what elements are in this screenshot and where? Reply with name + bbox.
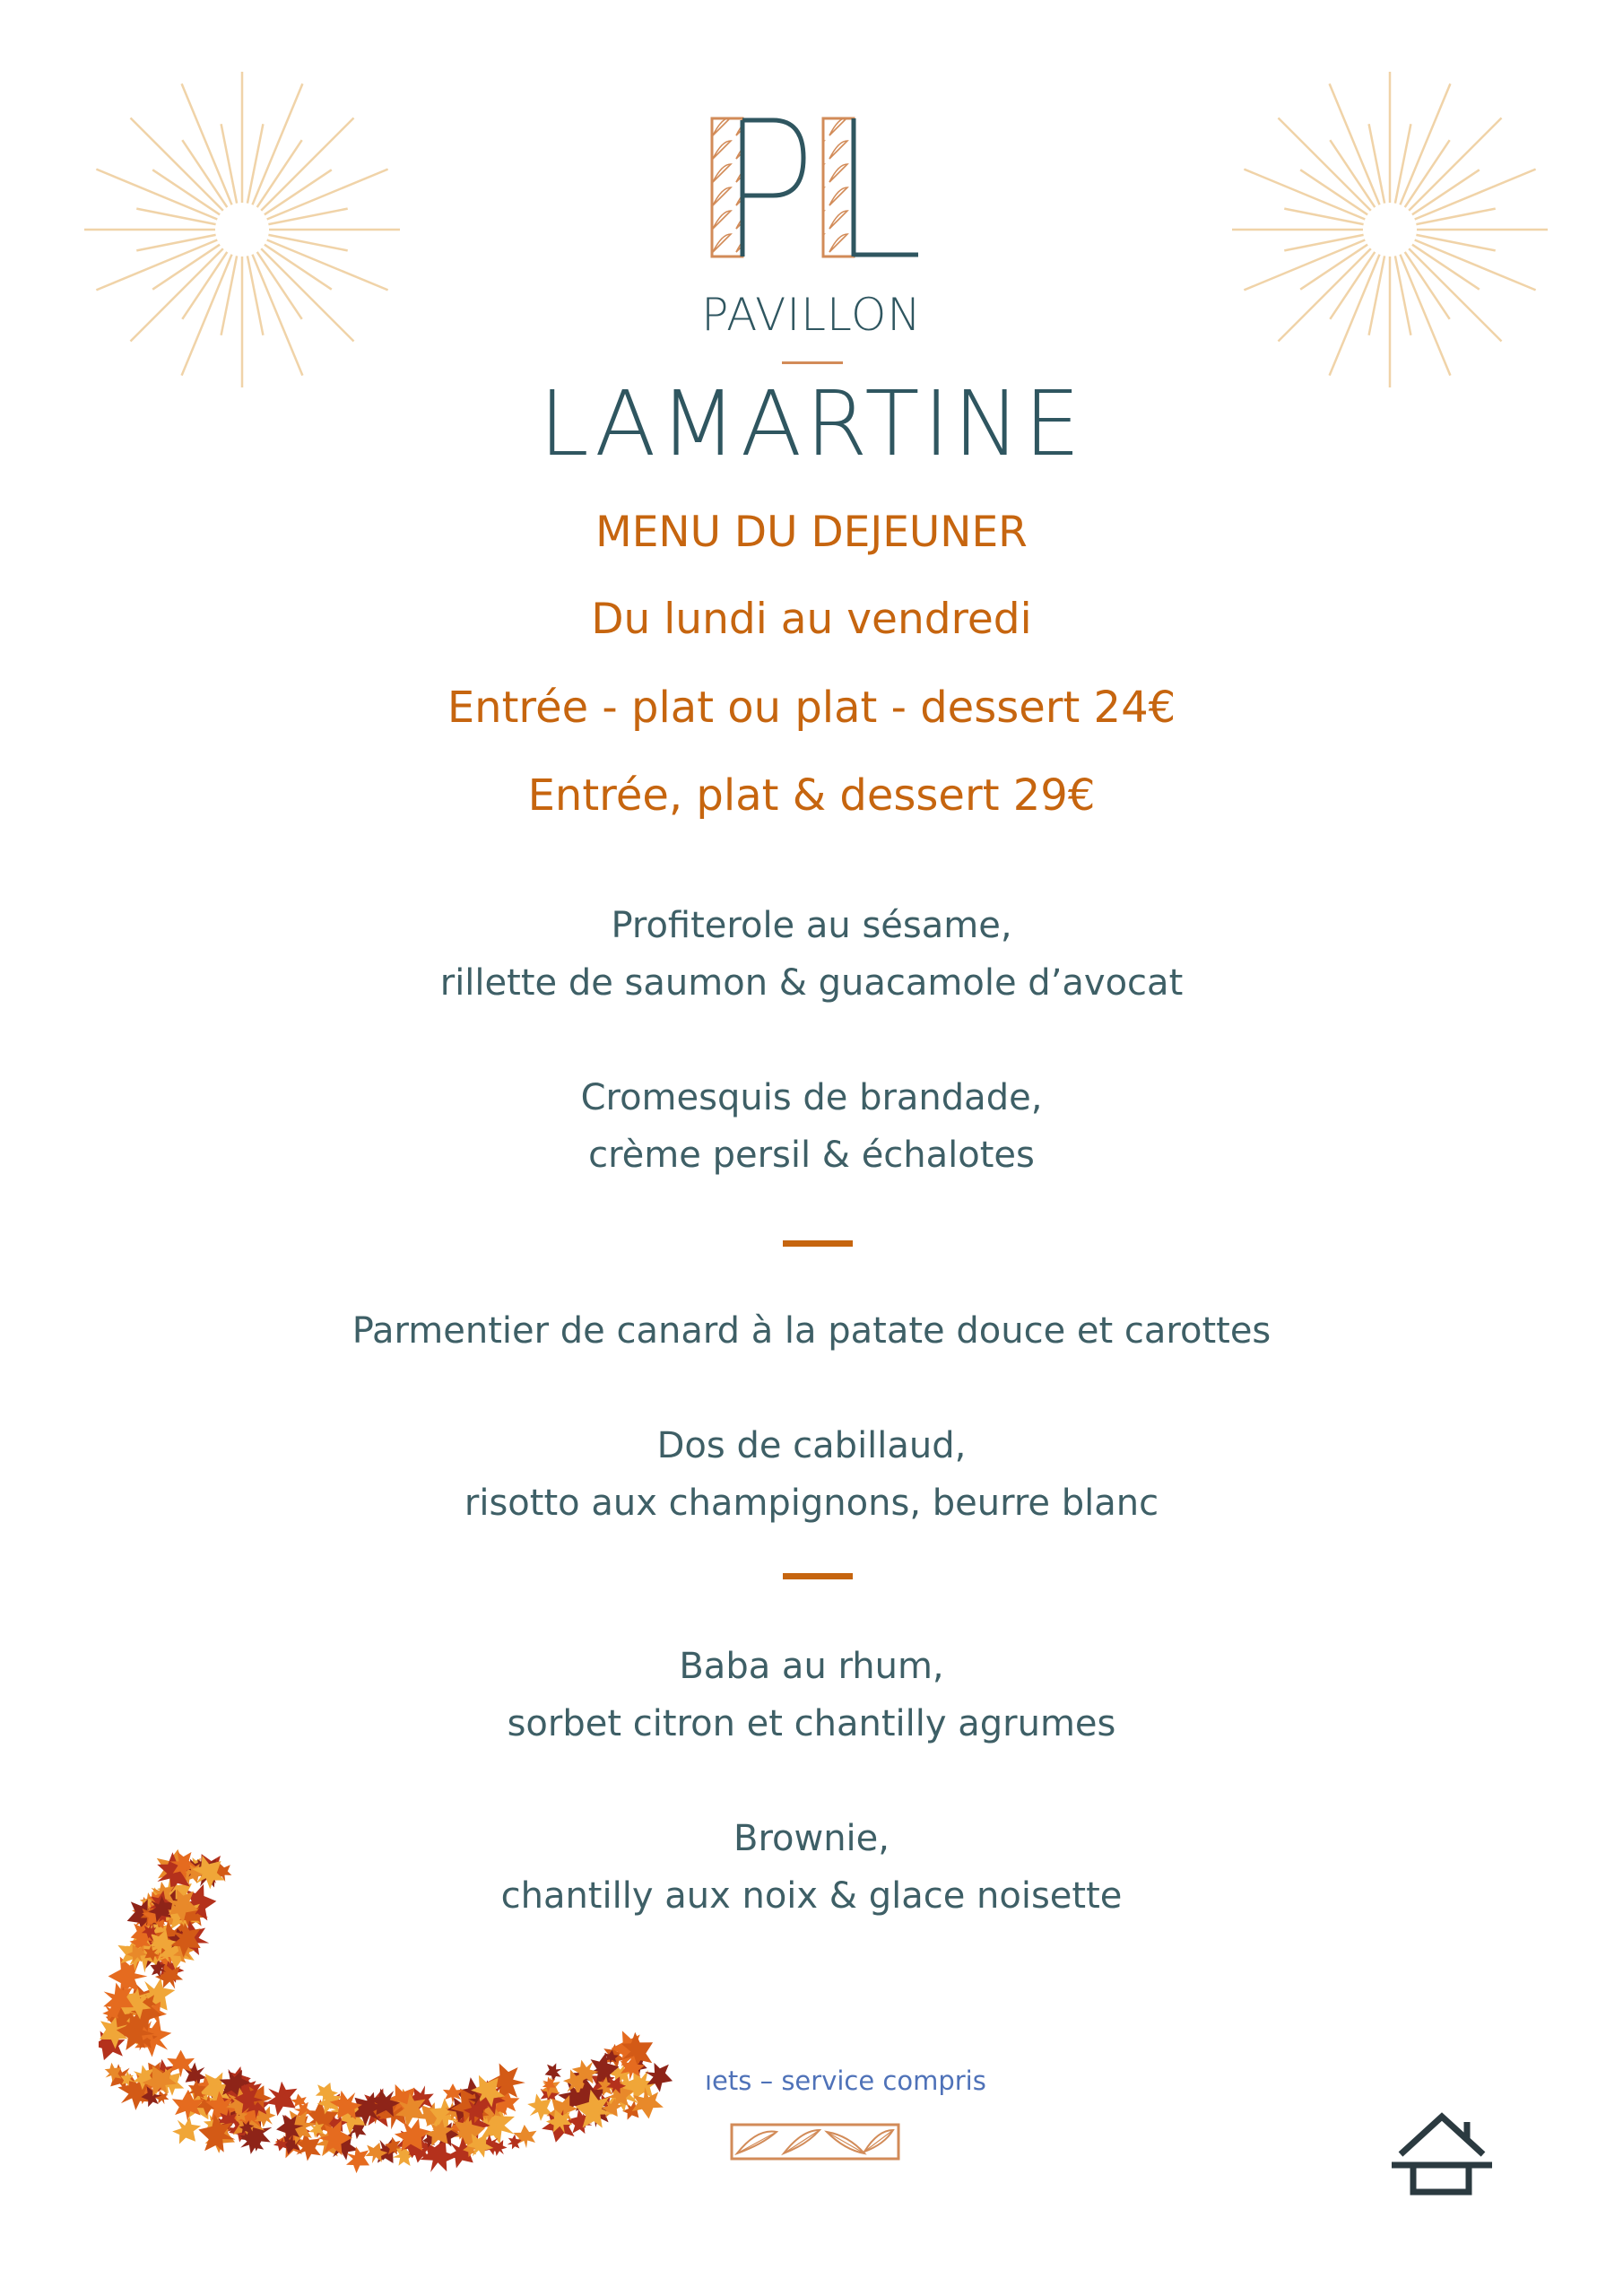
sun-ray: [1416, 209, 1495, 225]
menu-days: Du lundi au vendredi: [591, 595, 1032, 644]
sun-ray: [131, 118, 223, 211]
sun-ray: [268, 235, 347, 251]
price-option-2: Entrée, plat & dessert 29€: [527, 770, 1096, 821]
leaf-ornament-icon: [730, 2123, 900, 2161]
dish-line: Parmentier de canard à la patate douce et carottes: [352, 1310, 1271, 1352]
sun-ray: [268, 209, 347, 225]
sun-ray: [152, 245, 220, 290]
sun-ray: [1405, 140, 1450, 207]
dish-line: rillette de saumon & guacamole d’avocat: [439, 962, 1184, 1004]
section-separator: [783, 1240, 853, 1247]
sun-ray: [1300, 170, 1367, 214]
sun-ray: [261, 118, 353, 211]
sunburst-right-decoration: [1228, 68, 1551, 391]
sun-ray: [247, 124, 264, 203]
sun-ray: [1284, 209, 1363, 225]
autumn-leaves-decoration: [99, 1848, 673, 2224]
logo-monogram: [710, 115, 922, 260]
sun-ray: [182, 140, 227, 207]
dish-line: sorbet citron et chantilly agrumes: [507, 1703, 1116, 1744]
house-icon: [1388, 2108, 1496, 2197]
footer-note: ıets – service compris: [705, 2066, 986, 2096]
sun-ray: [1330, 140, 1375, 207]
main-item: [0, 1302, 1623, 1360]
main-item: [0, 1417, 1623, 1532]
sun-ray: [1300, 245, 1367, 290]
sun-ray: [221, 124, 238, 203]
dish-line: chantilly aux noix & glace noisette: [500, 1875, 1123, 1917]
sun-ray: [1416, 235, 1495, 251]
sun-ray: [265, 245, 332, 290]
dish-line: Baba au rhum,: [679, 1646, 944, 1687]
dish-line: Cromesquis de brandade,: [580, 1077, 1043, 1118]
menu-title: MENU DU DEJEUNER: [595, 508, 1028, 557]
sun-ray: [136, 209, 215, 225]
dish-line: Dos de cabillaud,: [656, 1425, 967, 1466]
sun-ray: [1395, 124, 1411, 203]
sun-ray: [1284, 235, 1363, 251]
sun-ray: [1279, 118, 1371, 211]
sun-ray: [1412, 245, 1480, 290]
logo-pavillon-text: PAVILLON: [701, 289, 922, 341]
section-separator: [783, 1573, 853, 1579]
sun-ray: [257, 140, 302, 207]
sun-ray: [136, 235, 215, 251]
starter-item: [0, 1069, 1623, 1184]
sunburst-left-decoration: [81, 68, 404, 391]
starter-item: [0, 897, 1623, 1012]
logo-lamartine-text: LAMARTINE: [539, 371, 1084, 476]
dish-line: Profiterole au sésame,: [611, 905, 1012, 946]
sun-ray: [1412, 170, 1480, 214]
sun-ray: [265, 170, 332, 214]
dish-line: Brownie,: [733, 1818, 890, 1859]
dish-line: risotto aux champignons, beurre blanc: [464, 1483, 1159, 1524]
price-option-1: Entrée - plat ou plat - dessert 24€: [447, 683, 1176, 733]
logo-divider: [782, 361, 843, 364]
dish-line: crème persil & échalotes: [588, 1135, 1035, 1176]
dessert-item: [0, 1638, 1623, 1752]
sun-ray: [1409, 118, 1501, 211]
sun-ray: [152, 170, 220, 214]
sun-ray: [1369, 124, 1385, 203]
